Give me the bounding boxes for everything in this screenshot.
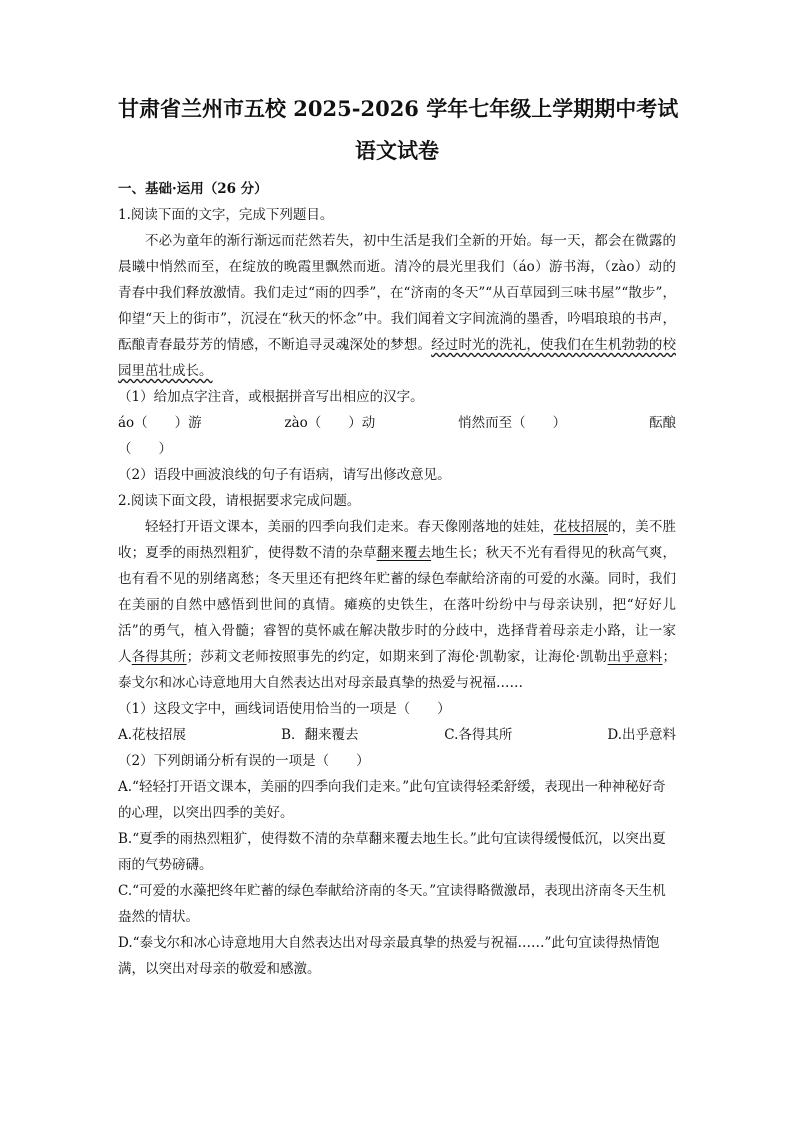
choice-b: B．翻来覆去 [281, 727, 359, 743]
fill-item-qiao: 悄然而至（ ） [458, 415, 567, 431]
fill-item-zao: zào（ ）动 [284, 415, 376, 431]
fill-item-yun: 酝酿 [648, 415, 676, 431]
passage-text: ；莎莉文老师按照事先的约定，如期来到了海伦·凯勒家，让海伦·凯勒 [186, 649, 608, 665]
passage-text: 地生长；秋天不光有看得见的秋高气爽，也有看不见的别绪离愁；冬天里还有把终年贮蓄的绿色奉献给济南的可爱的水藻。同时，我们在美丽的自然中感悟到世间的真情。瘫痪的史铁生，在落叶纷纷中与母亲诀别，把“好好儿活”的勇气，植入骨髓；睿智的莫怀戚在解决散步时的分歧中，选择背着母亲走小路，让一家人 [118, 545, 677, 665]
exam-title: 甘肃省兰州市五校 2025-2026 学年七年级上学期期中考试 [118, 96, 679, 121]
wavy-underlined-sentence: 经过时光的洗礼，使我们在生机勃勃的校园里茁壮成长。 [118, 337, 677, 379]
fill-in-row [118, 410, 676, 436]
option-b: B.“夏季的雨热烈粗犷，使得数不清的杂草翻来覆去地生长。”此句宜读得缓慢低沉，以突出夏雨的气势磅礴。 [118, 831, 666, 873]
fill-item-ao: áo（ ）游 [118, 415, 202, 431]
option-a: A.“轻轻打开语文课本，美丽的四季向我们走来。”此句宜读得轻柔舒缓，表现出一种神秘好奇的心理，以突出四季的美好。 [118, 779, 666, 821]
passage-text: 的，美不胜收；夏季的雨热烈粗犷，使得数不清的杂草 [118, 519, 677, 561]
choice-row [118, 722, 676, 748]
underlined-word-3: 各得其所 [131, 649, 187, 665]
question-2-passage [118, 514, 676, 696]
passage-text: ；泰戈尔和冰心诗意地用大自然表达出对母亲最真挚的热爱与祝福…… [118, 649, 677, 691]
underlined-word-4: 出乎意料 [607, 649, 663, 665]
question-2-sub-1: （1）这段文字中，画线词语使用恰当的一项是（ ） [118, 701, 451, 717]
section-heading: 一、基础·运用（26 分） [118, 181, 268, 197]
passage-text: 不必为童年的渐行渐远而茫然若失，初中生活是我们全新的开始。每一天，都会在微露的晨曦中悄然而至，在绽放的晚霞里飘然而逝。清冷的晨光里我们（áo）游书海，（zào）动的青春中我们释放激情。我们走过“雨的四季”，在“济南的冬天”“从百草园到三味书屋”“散步”，仰望“天上的街市”，沉浸在“秋天的怀念”中。我们闻着文字间流淌的墨香，吟唱琅琅的书声，酝酿青春最芬芳的情感，不断追寻灵魂深处的梦想。 [118, 233, 676, 353]
question-1-passage [118, 228, 676, 384]
choice-a: A.花枝招展 [118, 727, 187, 743]
fill-tail: （ ） [118, 441, 172, 457]
underlined-word-1: 花枝招展 [553, 519, 609, 535]
question-2-sub-2: （2）下列朗诵分析有误的一项是（ ） [118, 753, 370, 769]
option-d: D.“泰戈尔和冰心诗意地用大自然表达出对母亲最真挚的热爱与祝福……”此句宜读得热情饱满，以突出对母亲的敬爱和感激。 [118, 935, 660, 977]
option-c: C.“可爱的水藻把终年贮蓄的绿色奉献给济南的冬天。”宜读得略微激昂，表现出济南冬天生机盎然的情状。 [118, 883, 666, 925]
choice-d: D.出乎意料 [607, 727, 677, 743]
question-2-prompt: 2.阅读下面文段，请根据要求完成问题。 [118, 493, 361, 509]
question-1-sub-1: （1）给加点字注音，或根据拼音写出相应的汉字。 [118, 389, 424, 405]
underlined-word-2: 翻来覆去 [376, 545, 432, 561]
passage-text: 轻轻打开语文课本，美丽的四季向我们走来。春天像刚落地的娃娃， [145, 519, 554, 535]
choice-c: C.各得其所 [444, 727, 513, 743]
exam-subtitle: 语文试卷 [355, 138, 439, 163]
question-1-prompt: 1.阅读下面的文字，完成下列题目。 [118, 207, 334, 223]
question-1-sub-2: （2）语段中画波浪线的句子有语病，请写出修改意见。 [118, 467, 451, 483]
